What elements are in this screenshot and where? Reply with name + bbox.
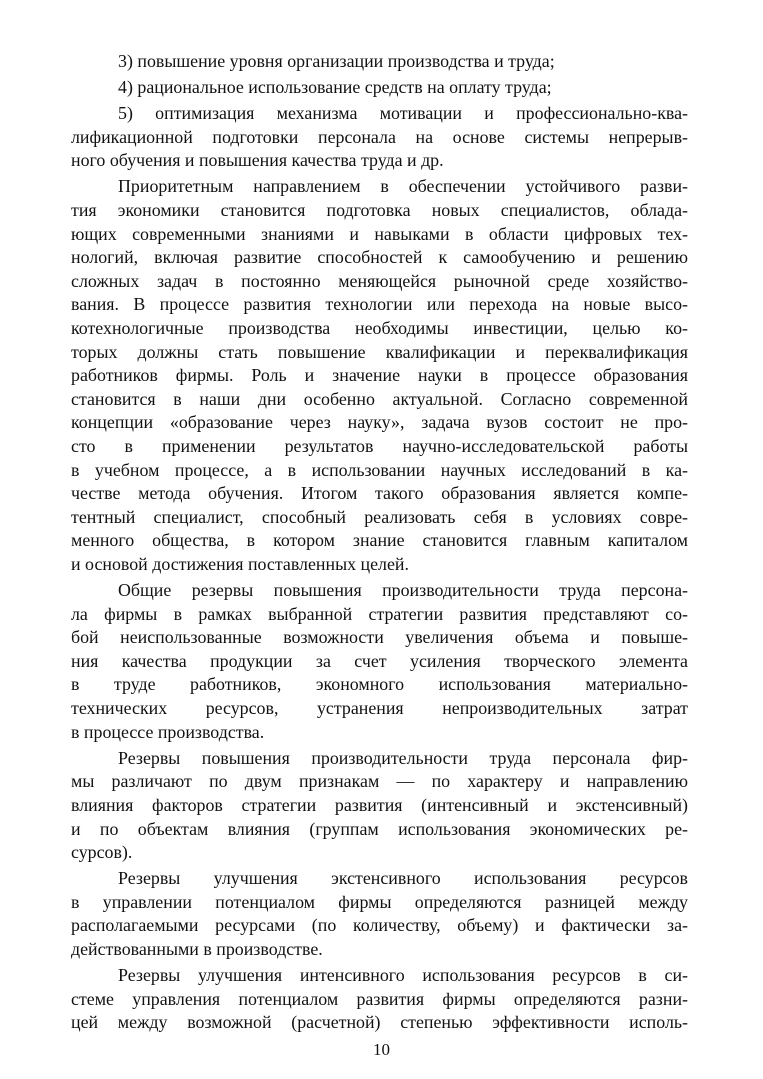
text-line: в учебном процессе, а в использовании научных исследований в ка- [71,459,688,480]
text-line: 3) повышение уровня организации производства и труда; [118,51,555,71]
text-line: котехнологичные производства необходимы инвестиции, целью ко- [71,318,688,339]
text-line: концепции «образование через науку», задача вузов состоит не про- [71,412,688,433]
page-number: 10 [373,1040,390,1059]
text-line: вания. В процессе развития технологии или перехода на новые высо- [71,294,688,315]
paragraph-extensive-reserves [71,867,688,961]
text-line: 5) оптимизация механизма мотивации и профессионально-ква- [118,103,688,124]
paragraph-general-reserves [71,579,688,744]
text-line: менного общества, в котором знание становится главным капиталом [71,530,688,551]
text-line: бой неиспользованные возможности увеличения объема и повыше- [71,627,688,648]
paragraph-reserve-classification [71,747,688,865]
list-item-4 [71,76,688,100]
text-line: стеме управления потенциалом развития фирмы определяются разни- [71,988,688,1009]
text-line: сурсов). [71,842,133,863]
text-line: ла фирмы в рамках выбранной стратегии развития представляют со- [71,603,688,624]
text-line: в процессе производства. [71,721,265,742]
list-item-5 [71,102,688,173]
document-page [71,50,688,1037]
text-line: Общие резервы повышения производительности труда персона- [118,580,688,601]
text-line: Резервы улучшения интенсивного использования ресурсов в си- [118,965,688,986]
text-line: располагаемыми ресурсами (по количеству, объему) и фактически за- [71,915,688,936]
text-line: в управлении потенциалом фирмы определяются разницей между [71,891,688,912]
text-line: становится в наши дни особенно актуальной. Согласно современной [71,388,688,409]
text-line: нологий, включая развитие способностей к самообучению и решению [71,247,688,268]
text-line: лификационной подготовки персонала на основе системы непрерыв- [71,126,688,147]
text-line: и основой достижения поставленных целей. [71,553,409,574]
numbered-list-continuation [71,50,688,173]
text-line: торых должны стать повышение квалификации и переквалификация [71,341,688,362]
text-line: Приоритетным направлением в обеспечении устойчивого разви- [118,176,688,197]
paragraph-intensive-reserves [71,964,688,1035]
paragraph-digital-specialists [71,175,688,576]
text-line: тентный специалист, способный реализовать себя в условиях совре- [71,506,688,527]
text-line: тия экономики становится подготовка новых специалистов, облада- [71,200,688,221]
text-line: ного обучения и повышения качества труда и др. [71,150,444,171]
text-line: мы различают по двум признакам — по характеру и направлению [71,771,688,792]
text-line: в труде работников, экономного использования материально- [71,674,688,695]
text-line: 4) рациональное использование средств на оплату труда; [118,77,552,98]
text-line: Резервы повышения производительности труда персонала фир- [118,747,688,768]
text-line: ющих современными знаниями и навыками в области цифровых тех- [71,223,688,244]
text-line: честве метода обучения. Итогом такого образования является компе- [71,483,688,504]
text-line: сто в применении результатов научно-исследовательской работы [71,436,688,456]
text-line: работников фирмы. Роль и значение науки в процессе образования [71,365,688,386]
text-line: действованными в производстве. [71,938,323,959]
text-line: Резервы улучшения экстенсивного использования ресурсов [118,868,688,889]
text-line: ния качества продукции за счет усиления творческого элемента [71,650,688,671]
text-line: и по объектам влияния (группам использования экономических ре- [71,818,688,839]
text-line: технических ресурсов, устранения непроизводительных затрат [71,698,688,719]
list-item-3 [71,50,688,74]
text-line: цей между возможной (расчетной) степенью эффективности исполь- [71,1012,688,1033]
text-line: влияния факторов стратегии развития (интенсивный и экстенсивный) [71,794,688,815]
text-line: сложных задач в постоянно меняющейся рыночной среде хозяйство- [71,270,688,291]
